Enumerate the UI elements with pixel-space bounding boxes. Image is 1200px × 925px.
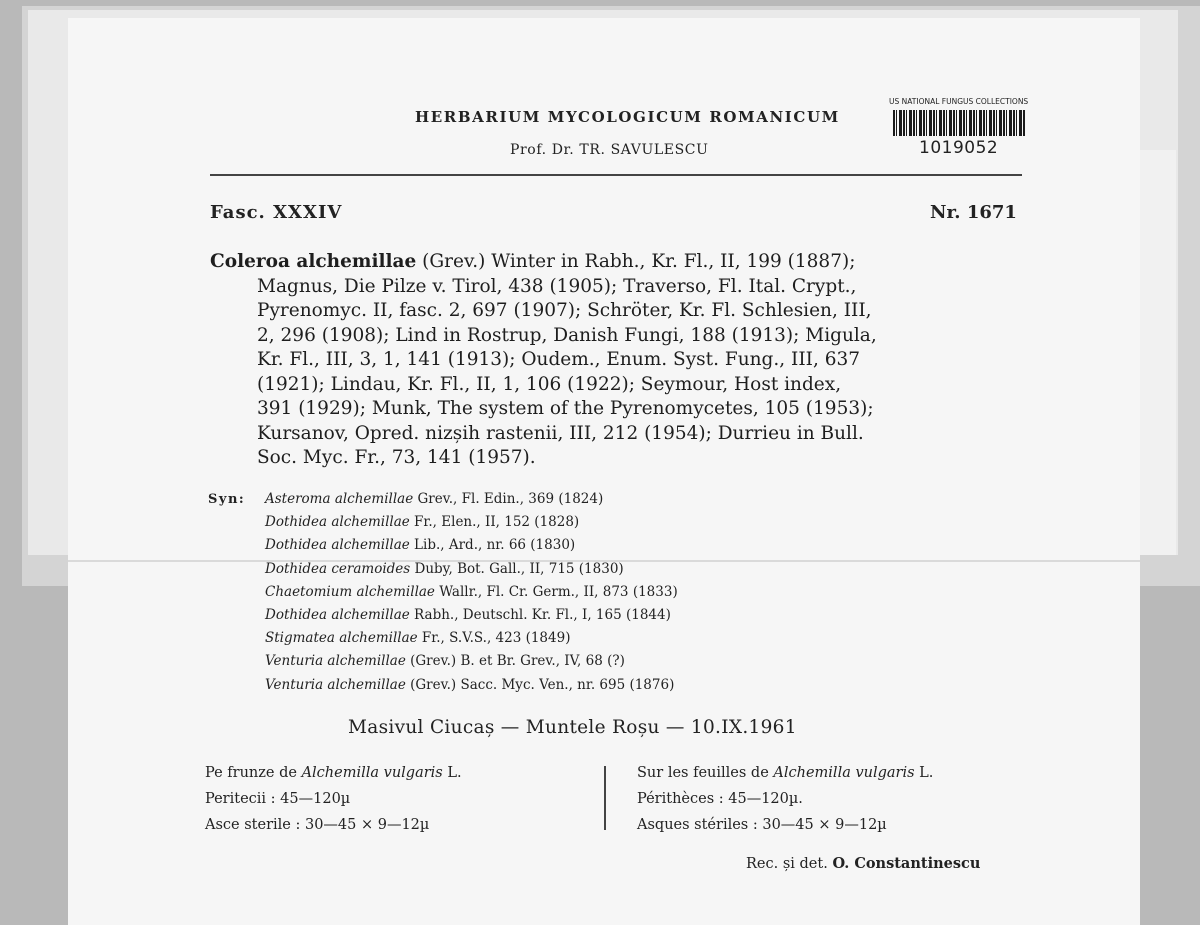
romanian-description (205, 760, 462, 838)
synonym-ref: Duby, Bot. Gall., II, 715 (1830) (410, 560, 624, 577)
synonym-row (265, 488, 678, 511)
synonym-row (265, 674, 678, 697)
synonym-row (265, 558, 678, 581)
citation-line: 2, 296 (1908); Lind in Rostrup, Danish Fungi, 188 (1913); Migula, (257, 324, 877, 346)
host-line (205, 760, 462, 786)
citation-line: (1921); Lindau, Kr. Fl., II, 1, 106 (1922); Seymour, Host index, (257, 373, 842, 395)
barcode-icon (893, 110, 1025, 136)
synonym-ref: Fr., Elen., II, 152 (1828) (409, 514, 580, 531)
synonym-ref: Fr., S.V.S., 423 (1849) (417, 630, 571, 647)
perithecia-line: Périthèces : 45—120µ. (637, 791, 803, 807)
synonym-row (265, 604, 678, 627)
synonym-ref: (Grev.) B. et Br. Grev., IV, 68 (?) (405, 653, 625, 670)
specimen-number: Nr. 1671 (930, 202, 1017, 223)
synonym-name: Asteroma alchemillae (265, 491, 414, 507)
synonym-name: Venturia alchemillae (265, 653, 406, 670)
fascicle-label: Fasc. XXXIV (210, 202, 343, 223)
collector-prefix: Rec. și det. (746, 856, 833, 872)
citation-line: Soc. Myc. Fr., 73, 141 (1957). (257, 447, 536, 468)
species-citation (210, 250, 1040, 471)
synonym-ref: Wallr., Fl. Cr. Germ., II, 873 (1833) (434, 583, 678, 600)
host-prefix: Pe frunze de (205, 765, 302, 781)
perithecia-line: Peritecii : 45—120µ (205, 791, 351, 807)
synonyms-list (265, 488, 678, 697)
herbarium-director: Prof. Dr. TR. SAVULESCU (510, 142, 709, 158)
collector-name: O. Constantinescu (832, 855, 981, 872)
synonym-name: Chaetomium alchemillae (265, 583, 435, 600)
synonym-name: Dothidea alchemillae (265, 607, 410, 624)
citation-line: Magnus, Die Pilze v. Tirol, 438 (1905); Traverso, Fl. Ital. Crypt., (257, 275, 857, 297)
column-divider (604, 766, 606, 830)
envelope-flap (1140, 150, 1176, 555)
barcode-label (885, 95, 1033, 165)
synonym-name: Dothidea alchemillae (265, 514, 410, 531)
barcode-number: 1019052 (919, 138, 999, 158)
citation-line: Pyrenomyc. II, fasc. 2, 697 (1907); Schröter, Kr. Fl. Schlesien, III, (257, 300, 872, 321)
collection-locality: Masivul Ciucaș — Muntele Roșu — 10.IX.1961 (348, 717, 797, 738)
synonym-row (265, 650, 678, 673)
host-line (637, 760, 933, 786)
synonym-ref: Grev., Fl. Edin., 369 (1824) (413, 491, 604, 507)
species-name: Coleroa alchemillae (210, 251, 417, 272)
synonym-name: Dothidea alchemillae (265, 537, 410, 554)
asci-line: Asce sterile : 30—45 × 9—12µ (205, 817, 430, 833)
host-prefix: Sur les feuilles de (637, 765, 774, 781)
synonym-row (265, 581, 678, 604)
french-description (637, 760, 933, 838)
host-name: Alchemilla vulgaris (301, 765, 443, 781)
synonym-ref: (Grev.) Sacc. Myc. Ven., nr. 695 (1876) (405, 676, 675, 693)
synonym-row (265, 511, 678, 534)
synonym-row (265, 534, 678, 557)
header-rule (210, 174, 1022, 176)
citation-line: Kursanov, Opred. nizșih rastenii, III, 212 (1954); Durrieu in Bull. (257, 422, 864, 444)
host-suffix: L. (442, 765, 462, 781)
herbarium-title: HERBARIUM MYCOLOGICUM ROMANICUM (415, 108, 840, 126)
synonym-row (265, 627, 678, 650)
citation-line-rest: (Grev.) Winter in Rabh., Kr. Fl., II, 199 (1887); (416, 251, 856, 272)
synonym-name: Venturia alchemillae (265, 676, 406, 693)
synonym-name: Dothidea ceramoides (265, 560, 411, 577)
host-suffix: L. (914, 765, 934, 781)
citation-line: Kr. Fl., III, 3, 1, 141 (1913); Oudem., Enum. Syst. Fung., III, 637 (257, 349, 861, 370)
asci-line: Asques stériles : 30—45 × 9—12µ (637, 817, 887, 833)
synonyms-label: Syn: (208, 492, 246, 507)
citation-line: 391 (1929); Munk, The system of the Pyrenomycetes, 105 (1953); (257, 398, 874, 419)
citation-line (210, 250, 1040, 275)
synonym-ref: Lib., Ard., nr. 66 (1830) (409, 537, 576, 554)
barcode-organization: US NATIONAL FUNGUS COLLECTIONS (889, 97, 1029, 106)
host-name: Alchemilla vulgaris (773, 765, 915, 781)
synonym-ref: Rabh., Deutschl. Kr. Fl., I, 165 (1844) (409, 607, 671, 624)
collector-line (746, 855, 980, 872)
synonym-name: Stigmatea alchemillae (265, 630, 418, 647)
